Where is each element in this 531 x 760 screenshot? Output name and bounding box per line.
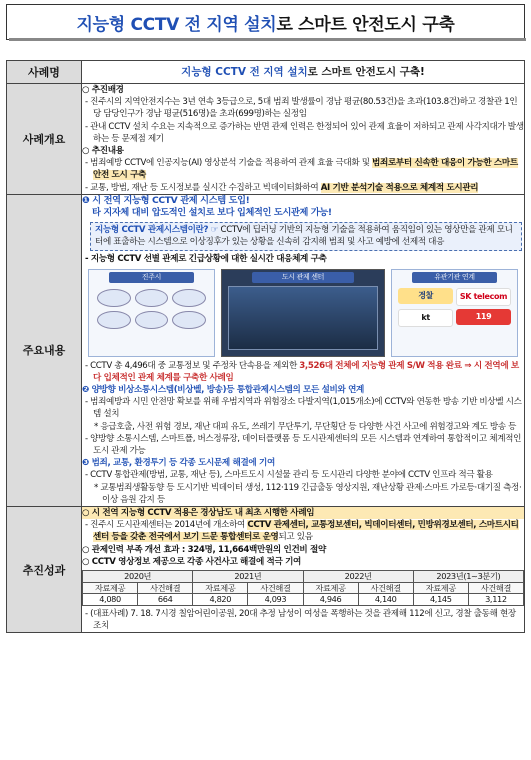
stat-value: 4,140 (358, 594, 413, 606)
case-name-highlight: 지능형 CCTV 전 지역 설치 (181, 66, 308, 78)
realtime-line: - 지능형 CCTV 선별 관제로 긴급상황에 대한 실시간 대응체계 구축 (85, 254, 327, 265)
overview-cell (82, 84, 525, 195)
case-name (82, 61, 525, 84)
sub-header: 자료제공 (303, 582, 358, 594)
agency-logos (392, 285, 517, 330)
page-title-rest: 로 스마트 안전도시 구축 (276, 14, 455, 35)
section3-heading: ❸ 범죄, 교통, 환경투기 등 각종 도시문제 해결에 기여 (82, 458, 275, 469)
diagram-agency-panel (391, 269, 518, 357)
result-first: ○ 시 전역 지능형 CCTV 적용은 경상남도 내 최초 시행한 사례임 (82, 507, 524, 519)
usage-note: * 교통범죄생활동향 등 도시기반 빅데이터 생성, 112·119 긴급출동 영상지원, 재난상황 관제·스마트 가로등·대기질 측정·이상 음원 감지 등 (94, 482, 522, 505)
bell-note: * 응급호출, 사전 위험 경보, 재난 대피 유도, 쓰레기 무단투기, 무단횡단 등 다양한 사건 사고에 위험경고와 계도 방송 등 (94, 421, 517, 432)
results-cell (82, 507, 525, 633)
police-logo: 경찰 (398, 288, 453, 304)
title-shadow (9, 38, 526, 41)
usage-line: - CCTV 통합관제(방범, 교통, 재난 등), 스마트도시 시설물 관리 등 도시관리 다양한 분야에 CCTV 인프라 적극 활용 (85, 470, 493, 481)
result-example: - (대표사례) 7. 18. 7시경 칠암어린이공원, 20대 추정 남성이 여성을 폭행하는 것을 관제해 112에 신고, 경찰 출동해 현장 조치 (85, 608, 516, 631)
sub-header: 사건해결 (358, 582, 413, 594)
result-center-tail: 되고 있음 (278, 532, 313, 543)
stats-table (82, 570, 524, 606)
stat-value: 3,112 (468, 594, 523, 606)
stat-value: 4,946 (303, 594, 358, 606)
result-center-text: - 진주시 도시관제센터는 2014년에 개소하여 (85, 520, 248, 531)
plan-item (82, 182, 524, 194)
year-header: 2022년 (303, 571, 413, 583)
plan-item-text: - 교통, 방범, 재난 등 도시정보를 실시간 수집하고 빅데이터화하여 (85, 182, 321, 193)
page-title (6, 4, 525, 40)
definition-body: CCTV에 딥러닝 기반의 지능형 기술을 적용하여 움직임이 있는 영상만을 관제 모니터에 표출하는 시스템으로 이상징후가 있는 상황을 신속히 감지해 범죄 및 사고 예방에 선제적 대응 (95, 224, 513, 247)
case-name-label: 사례명 (7, 61, 82, 84)
stat-value: 4,820 (193, 594, 248, 606)
sub-header: 사건해결 (138, 582, 193, 594)
coverage-text: - CCTV 총 4,496대 중 교통정보 및 주정차 단속용을 제외한 (85, 360, 300, 371)
definition-box (90, 222, 522, 252)
diagram-city-icons (89, 285, 214, 333)
section1-heading: ❶ 시 전역 지능형 CCTV 관제 시스템 도입! (82, 194, 250, 206)
sub-header: 자료제공 (193, 582, 248, 594)
sub-header: 자료제공 (83, 582, 138, 594)
year-header: 2020년 (83, 571, 193, 583)
result-center-highlight: CCTV 관제센터, 교통정보센터, 빅데이터센터, 민방위경보센터, 스마트시티센터 등을 갖춘 전국에서 보기 드문 통합센터로 운영 (93, 520, 519, 543)
diagram-city-caption: 진주시 (109, 272, 194, 283)
page-title-highlight: 지능형 CCTV 전 지역 설치 (76, 14, 277, 35)
diagram-city-panel (88, 269, 215, 357)
plan-item-highlight: AI 기반 분석기술 적용으로 체계적 도시관리 (320, 182, 479, 193)
content-cell (82, 194, 525, 506)
plan-item (82, 157, 524, 181)
content-label: 주요내용 (7, 194, 82, 506)
system-diagram (88, 269, 518, 357)
plan-item-highlight: 범죄로부터 신속한 대응이 가능한 스마트 안전 도시 구축 (93, 158, 518, 181)
stat-value: 4,093 (248, 594, 303, 606)
coverage-highlight: 3,526대 전체에 지능형 관제 S/W 적용 완료 ⇒ 시 전역에 보다 입체적인 관제 체계를 구축한 사례임 (93, 360, 519, 383)
definition-question: 지능형 CCTV 관제시스템이란? ☞ (95, 224, 219, 235)
control-room-photo (228, 286, 378, 350)
plan-heading: ○ 추진내용 (82, 146, 124, 157)
background-item: - 관내 CCTV 설치 수요는 지속적으로 증가하는 반면 관제 인력은 한정되어 있어 관제 효율이 저하되고 관제 사각지대가 발생하는 등 문제점 제기 (85, 121, 524, 144)
stat-value: 4,080 (83, 594, 138, 606)
coverage-line (82, 360, 524, 384)
bell-line: - 범죄예방과 시민 안전망 확보를 위해 우범지역과 위험장소 다발지역(1,015개소)에 CCTV와 연동한 방송 기반 비상벨 시스템 설치 (85, 397, 522, 420)
diagram-center-caption: 도시 관제 센터 (252, 272, 354, 283)
background-item: - 진주시의 지역안전지수는 3년 연속 3등급으로, 5대 범죄 발생률이 경남 평균(80.53건)을 초과(103.8건)하고 경찰관 1인당 담당인구가 경남 평균(516명)을 초과(699명)하는 실정임 (85, 97, 518, 120)
results-label: 추진성과 (7, 507, 82, 633)
fire-119-logo: 119 (456, 309, 511, 325)
background-heading: ○ 추진배경 (82, 85, 124, 95)
result-labor: ○ 관제인력 부족 개선 효과 : 324명, 11,664백만원의 인건비 절약 (82, 544, 326, 555)
kt-logo: kt (398, 309, 453, 327)
result-center-line (82, 519, 524, 543)
diagram-agency-caption: 유관기관 연계 (412, 272, 497, 283)
year-header: 2023년(1~3분기) (413, 571, 523, 583)
result-cctv: ○ CCTV 영상정보 제공으로 각종 사건사고 해결에 적극 기여 (82, 556, 301, 567)
year-header: 2021년 (193, 571, 303, 583)
sub-header: 사건해결 (248, 582, 303, 594)
stat-value: 664 (138, 594, 193, 606)
section1-subheading: 타 지자체 대비 압도적인 설치로 보다 입체적인 도시관제 가능! (92, 207, 332, 219)
plan-item-text: - 범죄예방 CCTV에 인공지능(AI) 영상분석 기술을 적용하여 관제 효율 극대화 및 (85, 158, 373, 169)
integration-line: - 양방향 소통시스템, 스마트폴, 버스정류장, 데이터플랫폼 등 도시관제센터의 모든 시스템과 연계하여 통합적이고 체계적인 도시 관제 가능 (85, 433, 522, 457)
case-name-rest: 로 스마트 안전도시 구축! (307, 66, 425, 78)
sub-header: 사건해결 (468, 582, 523, 594)
sub-header: 자료제공 (413, 582, 468, 594)
skt-logo: SK telecom (456, 288, 511, 306)
stat-value: 4,145 (413, 594, 468, 606)
diagram-control-center (221, 269, 385, 357)
overview-label: 사례개요 (7, 84, 82, 195)
section2-heading: ❷ 양방향 비상소통시스템(비상벨, 방송)등 통합관제시스템의 모든 설비와 연계 (82, 385, 364, 396)
case-table (6, 60, 525, 633)
